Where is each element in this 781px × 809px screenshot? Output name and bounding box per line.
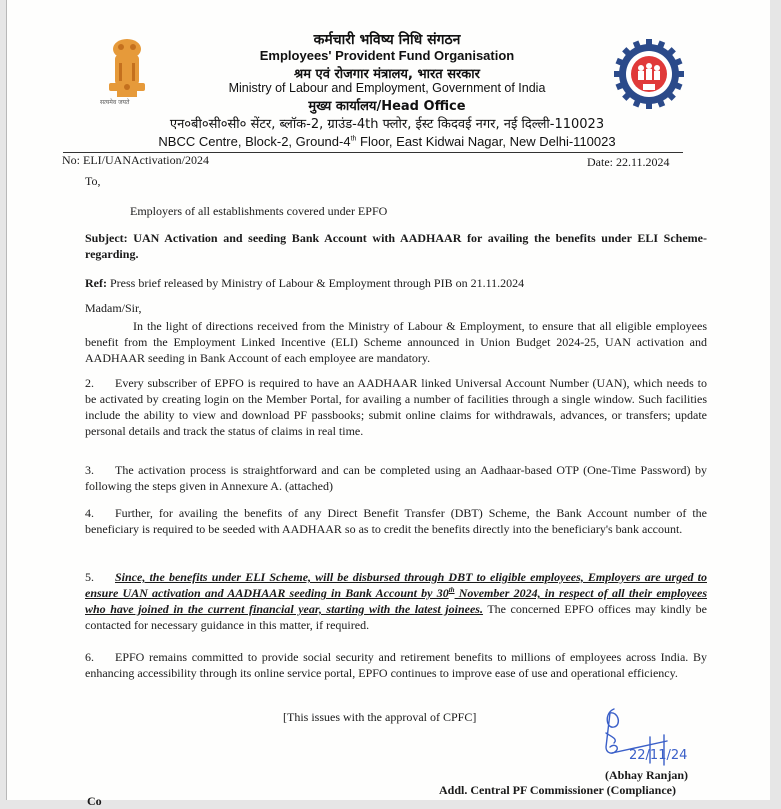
ministry-hindi: श्रम एवं रोजगार मंत्रालय, भारत सरकार: [294, 67, 480, 82]
signature-icon: [592, 703, 712, 773]
signer-name: (Abhay Ranjan): [605, 768, 689, 782]
paragraph-5: 5. Since, the benefits under ELI Scheme, will be disbursed through DBT to eligible employees, Employers are urged to ensure UAN activation and AADHAAR seeding in Bank Account by 30th November 2024, in respect of all their employees who have joined in the current financial year, starting with the latest joinees. The concerned EPFO offices may kindly be contacted for necessary guidance in this matter, if required.: [85, 570, 707, 632]
letterhead: [7, 0, 770, 170]
copy-to-heading: Co: [87, 794, 102, 808]
paragraph-6: 6. EPFO remains committed to provide social security and retirement benefits to millions of employees across India. By enhancing accessibility through its online service portal, EPFO continues to improve ease of use and operational efficiency.: [85, 650, 707, 680]
approval-note: [This issues with the approval of CPFC]: [283, 710, 477, 724]
to-label: To,: [85, 174, 101, 188]
address-hindi: एन०बी०सी०सी० सेंटर, ब्लॉक-2, ग्राउंड-4th फ्लोर, ईस्ट किदवई नगर, नई दिल्ली-110023: [169, 117, 605, 132]
svg-text:22/11/24: 22/11/24: [629, 748, 688, 763]
paragraph-4: 4. Further, for availing the benefits of any Direct Benefit Transfer (DBT) Scheme, the Bank Account number of the beneficiary is required to be seeded with AADHAAR so as to credit the benefits directly into the beneficiary's bank account.: [85, 506, 707, 536]
epfo-logo-icon: [613, 38, 685, 110]
address-english: NBCC Centre, Block-2, Ground-4th Floor, East Kidwai Nagar, New Delhi-110023: [158, 134, 616, 149]
head-office-label: मुख्य कार्यालय/Head Office: [308, 99, 466, 114]
subject-line: Subject: UAN Activation and seeding Bank Account with AADHAAR for availing the benefits under ELI Scheme- regarding.: [85, 231, 707, 261]
ministry-english: Ministry of Labour and Employment, Government of India: [228, 81, 546, 95]
letter-page: [6, 0, 770, 808]
salutation: Madam/Sir,: [85, 301, 142, 315]
org-name-hindi: कर्मचारी भविष्य निधि संगठन: [313, 32, 461, 48]
addressee: Employers of all establishments covered under EPFO: [130, 204, 388, 218]
signer-designation: Addl. Central PF Commissioner (Compliance): [439, 783, 676, 797]
reference-line: Ref: Press brief released by Ministry of Labour & Employment through PIB on 21.11.2024: [85, 276, 525, 290]
paragraph-2: 2. Every subscriber of EPFO is required to have an AADHAAR linked Universal Account Number (UAN), which needs to be activated by creating login on the Member Portal, for availing a number of facilities through a single window. Such facilities include the ability to view and download PF passbooks; submit online claims for withdrawals, advances, or transfers; update personal details and track the status of claims in real time.: [85, 376, 707, 438]
reference-date: Date: 22.11.2024: [587, 155, 670, 169]
reference-number: No: ELI/UANActivation/2024: [62, 153, 209, 167]
org-name-english: Employees' Provident Fund Organisation: [259, 48, 515, 63]
paragraph-1: In the light of directions received from the Ministry of Labour & Employment, to ensure that all eligible employees benefit from the Employment Linked Incentive (ELI) Scheme announced in Union Budget 2024-25, UAN activation and AADHAAR seeding in Bank Account of each employee are mandatory.: [85, 319, 707, 365]
paragraph-3: 3. The activation process is straightforward and can be completed using an Aadhaar-based OTP (One-Time Password) by following the steps given in Annexure A. (attached): [85, 463, 707, 493]
emblem-caption: सत्यमेव जयते: [100, 99, 130, 106]
